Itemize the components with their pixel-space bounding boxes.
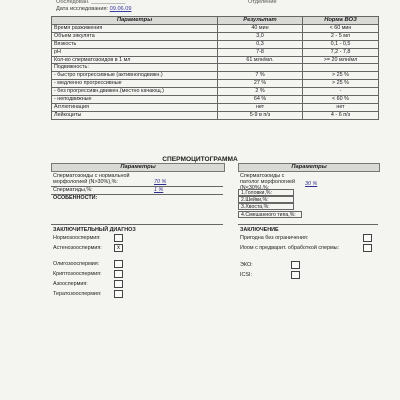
checklist-label: Олигозооспермия: xyxy=(53,261,100,267)
normal-morphology-label-1: Сперматозоиды с нормальной xyxy=(53,173,130,179)
table-row xyxy=(52,40,379,48)
table-row xyxy=(52,103,379,111)
table-row xyxy=(52,32,379,40)
parameters-table-header xyxy=(52,17,379,25)
header-cut-line-left: Обследован. ___________ xyxy=(56,0,126,5)
exam-date-value: 09.06.09 xyxy=(109,6,132,12)
param-cell: Агглютинация xyxy=(52,103,218,111)
checklist-label: ICSI: xyxy=(240,272,252,278)
norm-cell: > 25 % xyxy=(303,72,379,80)
spermocytogram-left-header: Параметры xyxy=(51,163,225,172)
checklist-label: Нормозооспермия: xyxy=(53,235,101,241)
result-cell: нет xyxy=(218,103,303,111)
checkbox[interactable] xyxy=(114,290,123,298)
param-cell: Подвижность: xyxy=(52,64,218,72)
exam-date-line xyxy=(56,6,131,12)
result-cell: 27 % xyxy=(218,80,303,88)
checkbox[interactable] xyxy=(114,234,123,242)
checkbox[interactable] xyxy=(291,271,300,279)
checklist-label: Астенозооспермия: xyxy=(53,245,102,251)
norm-cell: < 60 % xyxy=(303,96,379,104)
table-row xyxy=(52,64,379,72)
spermatids-label: Сперматиды,%: xyxy=(53,187,93,193)
checklist-label: Пригодна без ограничения: xyxy=(240,235,309,241)
result-cell: 64 % xyxy=(218,96,303,104)
norm-cell: нет xyxy=(303,103,379,111)
norm-cell: < 60 мин xyxy=(303,24,379,32)
column-header-result: Результат xyxy=(218,17,303,25)
param-cell: Объем эякулята xyxy=(52,32,218,40)
features-label: ОСОБЕННОСТИ: xyxy=(53,195,98,201)
normal-morphology-label-2: морфологией (N>30%),%: xyxy=(53,179,118,185)
checkbox[interactable] xyxy=(363,244,372,252)
result-cell: 5-9 в п/з xyxy=(218,111,303,119)
table-row xyxy=(52,72,379,80)
param-cell: - медленно прогрессивные xyxy=(52,80,218,88)
result-cell: 7 % xyxy=(218,72,303,80)
checklist-label: Иоом с предварит. обработкой спермы: xyxy=(240,245,340,251)
column-header-parameters: Параметры xyxy=(52,17,218,25)
table-row xyxy=(52,48,379,56)
norm-cell: 7,2 - 7,8 xyxy=(303,48,379,56)
pathology-label-2: патолог морфологией xyxy=(240,179,295,185)
result-cell: 0,3 xyxy=(218,40,303,48)
param-cell: Лейкоциты xyxy=(52,111,218,119)
table-row xyxy=(52,88,379,96)
checkbox[interactable] xyxy=(114,270,123,278)
checkbox[interactable] xyxy=(363,234,372,242)
result-cell xyxy=(218,64,303,72)
column-header-norm: Норма ВОЗ xyxy=(303,17,379,25)
exam-date-label: Дата исследования: xyxy=(56,6,109,12)
spermocytogram-title: СПЕРМОЦИТОГРАММА xyxy=(162,156,238,163)
checkbox[interactable] xyxy=(114,260,123,268)
param-cell: - без прогрессивн.движен.(местно качающ.) xyxy=(52,88,218,96)
norm-cell: 2 - 5 мл xyxy=(303,32,379,40)
param-cell: Вязкость xyxy=(52,40,218,48)
norm-cell xyxy=(303,64,379,72)
checklist-label: Тератозооспермия: xyxy=(53,291,102,297)
pathology-label-3: (N<30%),%: xyxy=(240,185,270,191)
defect-field[interactable]: 2.Шейки,%: xyxy=(238,196,294,203)
param-cell: Время разжижения xyxy=(52,24,218,32)
defect-field[interactable]: 3.Хвоста,%: xyxy=(238,203,294,210)
result-cell: 2 % xyxy=(218,88,303,96)
norm-cell: 4 - 6 п/з xyxy=(303,111,379,119)
result-cell: 3,0 xyxy=(218,32,303,40)
spermatids-value: 1 % xyxy=(154,187,164,193)
header-cut-line-right: Отделение xyxy=(248,0,277,5)
result-cell: 40 мин xyxy=(218,24,303,32)
checklist-label: ЭКО: xyxy=(240,262,253,268)
norm-cell: >= 20 млн/мл xyxy=(303,56,379,64)
norm-cell: 0,1 - 0,5 xyxy=(303,40,379,48)
spermocytogram-right-header: Параметры xyxy=(238,163,380,172)
checklist-label: Криптозооспермия: xyxy=(53,271,102,277)
param-cell: - быстро прогрессивные (активноподвижн.) xyxy=(52,72,218,80)
table-row xyxy=(52,111,379,119)
param-cell: pH xyxy=(52,48,218,56)
checklist-label: Азооспермия: xyxy=(53,281,88,287)
table-row xyxy=(52,56,379,64)
conclusion-title: ЗАКЛЮЧЕНИЕ xyxy=(240,227,279,233)
checkbox[interactable] xyxy=(291,261,300,269)
defect-field[interactable]: 4.Смешанного типа,%: xyxy=(238,211,302,218)
result-cell: 61 млн/мл. xyxy=(218,56,303,64)
defect-field[interactable]: 1.Головки,%: xyxy=(238,189,294,196)
divider xyxy=(51,224,223,225)
checkbox[interactable] xyxy=(114,280,123,288)
pathology-label-1: Сперматозоиды с xyxy=(240,173,285,179)
norm-cell: - xyxy=(303,88,379,96)
normal-morphology-value: 70 % xyxy=(154,179,167,185)
pathology-value: 30 % xyxy=(305,181,318,187)
table-row xyxy=(52,80,379,88)
table-row xyxy=(52,96,379,104)
param-cell: Кол-во сперматозоидов в 1 мл xyxy=(52,56,218,64)
param-cell: - неподвижные xyxy=(52,96,218,104)
table-row xyxy=(52,24,379,32)
parameters-table xyxy=(51,16,379,120)
divider xyxy=(238,224,378,225)
norm-cell: > 25 % xyxy=(303,80,379,88)
final-diagnosis-title: ЗАКЛЮЧИТЕЛЬНЫЙ ДИАГНОЗ xyxy=(53,227,136,233)
checkbox[interactable]: x xyxy=(114,244,123,252)
result-cell: 7-8 xyxy=(218,48,303,56)
